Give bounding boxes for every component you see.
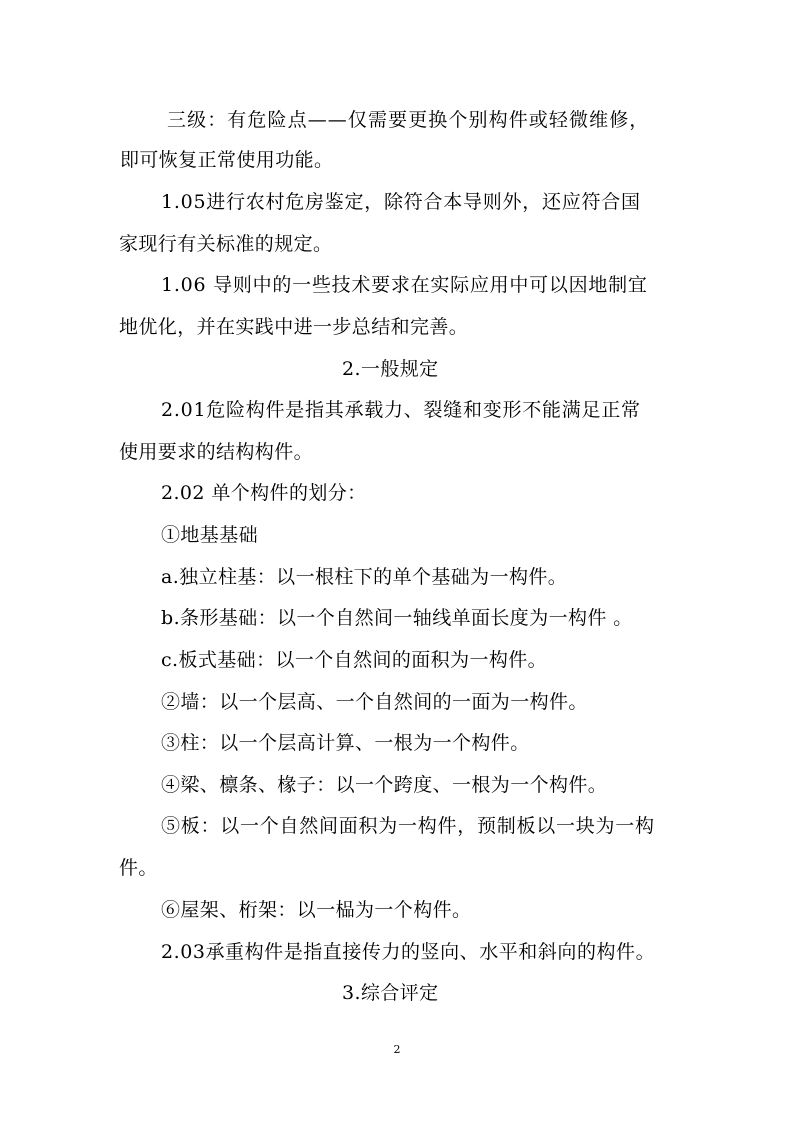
paragraph-line: 使用要求的结构构件。 [119, 441, 314, 463]
section-heading: 3.综合评定 [342, 982, 439, 1004]
paragraph-line: 2.02 单个构件的划分： [161, 482, 367, 504]
paragraph-line: 地优化，并在实践中进一步总结和完善。 [119, 316, 469, 338]
paragraph-line: 即可恢复正常使用功能。 [120, 149, 334, 171]
list-item: ⑥屋架、桁架：以一榀为一个构件。 [161, 899, 472, 921]
list-item: 件。 [119, 857, 158, 879]
list-item: ⑤板：以一个自然间面积为一构件，预制板以一块为一构 [161, 815, 655, 837]
list-item: b.条形基础：以一个自然间一轴线单面长度为一构件 。 [161, 607, 633, 629]
section-heading: 2.一般规定 [342, 358, 439, 380]
paragraph-line: 1.06 导则中的一些技术要求在实际应用中可以因地制宜 [161, 274, 648, 296]
paragraph-line: 2.03承重构件是指直接传力的竖向、水平和斜向的构件。 [161, 941, 656, 963]
list-item: c.板式基础：以一个自然间的面积为一构件。 [161, 649, 548, 671]
list-item: ④梁、檩条、椽子：以一个跨度、一根为一个构件。 [161, 774, 608, 796]
list-item: ③柱：以一个层高计算、一根为一个构件。 [161, 732, 530, 754]
list-item: a.独立柱基：以一根柱下的单个基础为一构件。 [161, 566, 568, 588]
paragraph-line: 三级：有危险点——仅需要更换个别构件或轻微维修， [167, 109, 650, 131]
paragraph-line: 家现行有关标准的规定。 [119, 233, 333, 255]
paragraph-line: 1.05进行农村危房鉴定，除符合本导则外，还应符合国 [161, 191, 641, 213]
list-item: ①地基基础 [161, 524, 259, 546]
page-number: 2 [393, 1043, 401, 1056]
list-item: ②墙：以一个层高、一个自然间的一面为一构件。 [161, 691, 588, 713]
paragraph-line: 2.01危险构件是指其承载力、裂缝和变形不能满足正常 [161, 399, 641, 421]
